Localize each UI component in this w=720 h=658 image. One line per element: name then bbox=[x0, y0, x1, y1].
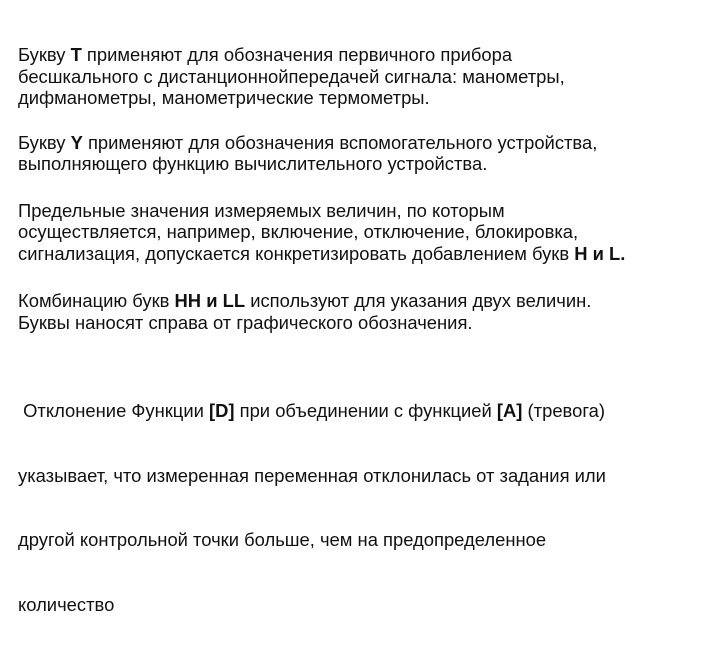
text-run: Комбинацию букв bbox=[18, 290, 175, 311]
paragraph-spacer bbox=[18, 264, 714, 290]
slide-content bbox=[18, 44, 714, 658]
paragraph-letter-y bbox=[18, 132, 714, 175]
text-run: сигнализация, допускается конкретизировать добавлением букв bbox=[18, 242, 575, 264]
text-run: выполняющего функцию вычислительного устройства. bbox=[18, 153, 488, 174]
text-run: Отклонение Функции bbox=[18, 400, 209, 421]
paragraph-letter-t bbox=[18, 44, 714, 109]
text-line bbox=[18, 44, 714, 66]
text-line bbox=[18, 87, 714, 109]
text-run: применяют для обозначения первичного прибора bbox=[81, 44, 513, 65]
text-run: применяют для обозначения вспомогательного устройства, bbox=[82, 131, 598, 153]
text-run: указывает, что измеренная переменная отклонилась от задания или bbox=[18, 464, 606, 486]
text-line bbox=[18, 66, 714, 88]
text-run: Букву bbox=[18, 131, 71, 153]
text-line bbox=[18, 465, 714, 487]
text-run: при объединении с функцией bbox=[234, 400, 497, 421]
paragraph-spacer bbox=[18, 109, 714, 132]
text-run: (тревога) bbox=[522, 400, 605, 421]
text-line bbox=[18, 221, 714, 243]
paragraph-hh-ll bbox=[18, 290, 714, 333]
text-run: другой контрольной точки больше, чем на предопределенное bbox=[18, 529, 547, 550]
text-run-bold: H и L. bbox=[574, 242, 626, 264]
text-run-bold: [D] bbox=[208, 400, 235, 421]
text-line bbox=[18, 594, 714, 616]
text-run: осуществляется, например, включение, отключение, блокировка, bbox=[18, 221, 579, 242]
paragraph-spacer bbox=[18, 175, 714, 200]
text-run-bold: НН и LL bbox=[174, 290, 246, 311]
text-run: Предельные значения измеряемых величин, по которым bbox=[18, 199, 505, 221]
text-run-bold: Т bbox=[70, 44, 82, 65]
text-run-bold: Y bbox=[70, 131, 83, 153]
text-line bbox=[18, 200, 714, 222]
paragraph-spacer bbox=[18, 333, 714, 357]
text-line bbox=[18, 153, 714, 175]
paragraph-deviation bbox=[18, 357, 714, 658]
paragraph-limit-values bbox=[18, 200, 714, 265]
text-line bbox=[18, 400, 714, 422]
text-run: Букву bbox=[18, 44, 71, 65]
text-line bbox=[18, 132, 714, 154]
text-line bbox=[18, 243, 714, 265]
text-run: дифманометры, манометрические термометры. bbox=[18, 87, 430, 108]
text-line bbox=[18, 290, 714, 312]
text-run: используют для указания двух величин. bbox=[245, 290, 592, 311]
text-line bbox=[18, 312, 714, 334]
text-run: Буквы наносят справа от графического обозначения. bbox=[18, 311, 473, 333]
text-run-bold: [А] bbox=[496, 400, 523, 421]
text-run: количество bbox=[18, 593, 115, 615]
text-run: бесшкального с дистанционнойпередачей сигнала: манометры, bbox=[18, 65, 565, 87]
